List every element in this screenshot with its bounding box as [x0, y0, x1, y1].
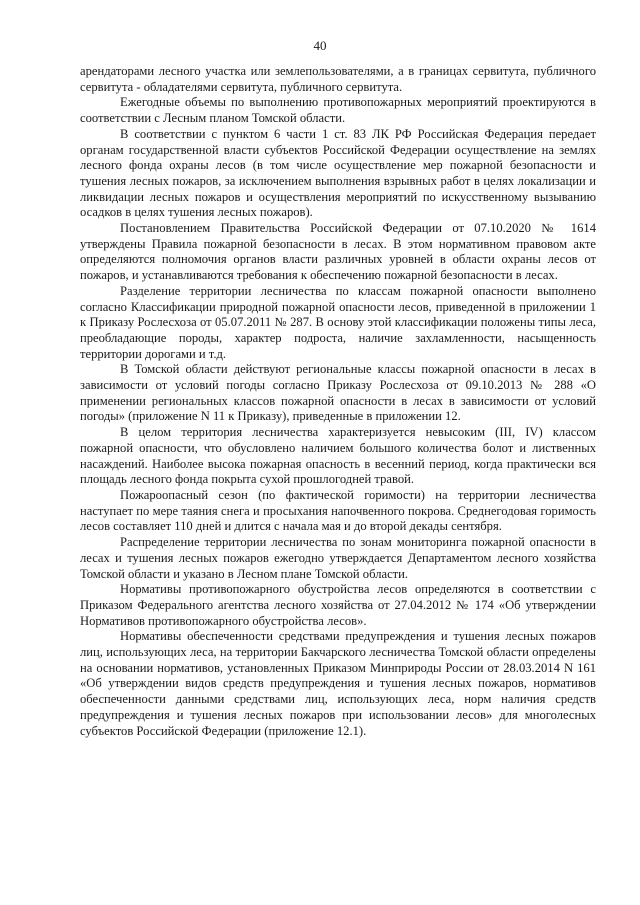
paragraph: В Томской области действуют региональные классы пожарной опасности в лесах в зависимости от условий погоды согласно Приказу Рослесхоза от 09.10.2013 № 288 «О применении региональных классов пожарной опасности в лесах в зависимости от условий погоды» (приложение N 11 к Приказу), приведенные в приложении 12.	[80, 362, 596, 424]
page-number: 40	[313, 38, 327, 53]
paragraph-continuation: арендаторами лесного участка или землепользователями, а в границах сервитута, публичного сервитута - обладателями сервитута, публичного сервитута.	[80, 64, 596, 94]
paragraph: В целом территория лесничества характеризуется невысоким (III, IV) классом пожарной опасности, что обусловлено наличием большого количества болот и лиственных насаждений. Наиболее высока пожарная опасность в весенний период, когда практически вся площадь лесного фонда покрыта сухой прошлогодней травой.	[80, 425, 596, 487]
paragraph: Пожароопасный сезон (по фактической горимости) на территории лесничества наступает по мере таяния снега и просыхания напочвенного покрова. Среднегодовая горимость лесов составляет 110 дней и длится с начала мая и до второй декады сентября.	[80, 487, 596, 534]
paragraph: Нормативы обеспеченности средствами предупреждения и тушения лесных пожаров лиц, использующих леса, на территории Бакчарского лесничества Томской области определены на основании нормативов, установленных Приказом Минприроды России от 28.03.2014 N 161 «Об утверждении видов средств предупреждения и тушения лесных пожаров, нормативов обеспеченности данными средствами лиц, использующих леса, норм наличия средств предупреждения и тушения лесных пожаров при использовании лесов» для многолесных субъектов Российской Федерации (приложение 12.1).	[80, 629, 596, 738]
paragraph: Ежегодные объемы по выполнению противопожарных мероприятий проектируются в соответствии с Лесным планом Томской области.	[80, 95, 596, 126]
paragraph: Разделение территории лесничества по классам пожарной опасности выполнено согласно Классификации природной пожарной опасности лесов, приведенной в приложении 1 к Приказу Рослесхоза от 05.07.2011 № 287. В основу этой классификации положены типы леса, преобладающие породы, характер подроста, наличие захламленности, насыщенность территории дорогами и т.д.	[80, 283, 596, 361]
paragraph: Постановлением Правительства Российской Федерации от 07.10.2020 № 1614 утверждены Правила пожарной безопасности в лесах. В этом нормативном правовом акте определяются полномочия органов власти различных уровней в области охраны лесов от пожаров, и устанавливаются требования к обеспечению пожарной безопасности в лесах.	[80, 221, 596, 283]
document-body	[80, 64, 596, 739]
paragraph: Нормативы противопожарного обустройства лесов определяются в соответствии с Приказом Федерального агентства лесного хозяйства от 27.04.2012 № 174 «Об утверждении Нормативов противопожарного обустройства лесов».	[80, 582, 596, 628]
paragraph: Распределение территории лесничества по зонам мониторинга пожарной опасности в лесах и тушения лесных пожаров ежегодно утверждается Департаментом лесного хозяйства Томской области и указано в Лесном плане Томской области.	[80, 535, 596, 581]
paragraph: В соответствии с пунктом 6 части 1 ст. 83 ЛК РФ Российская Федерация передает органам государственной власти субъектов Российской Федерации осуществление на землях лесного фонда охраны лесов (в том числе осуществление мер пожарной безопасности и тушения лесных пожаров, за исключением выполнения взрывных работ в целях локализации и ликвидации лесных пожаров и осуществления мероприятий по искусственному вызыванию осадков в целях тушения лесных пожаров).	[80, 126, 596, 220]
